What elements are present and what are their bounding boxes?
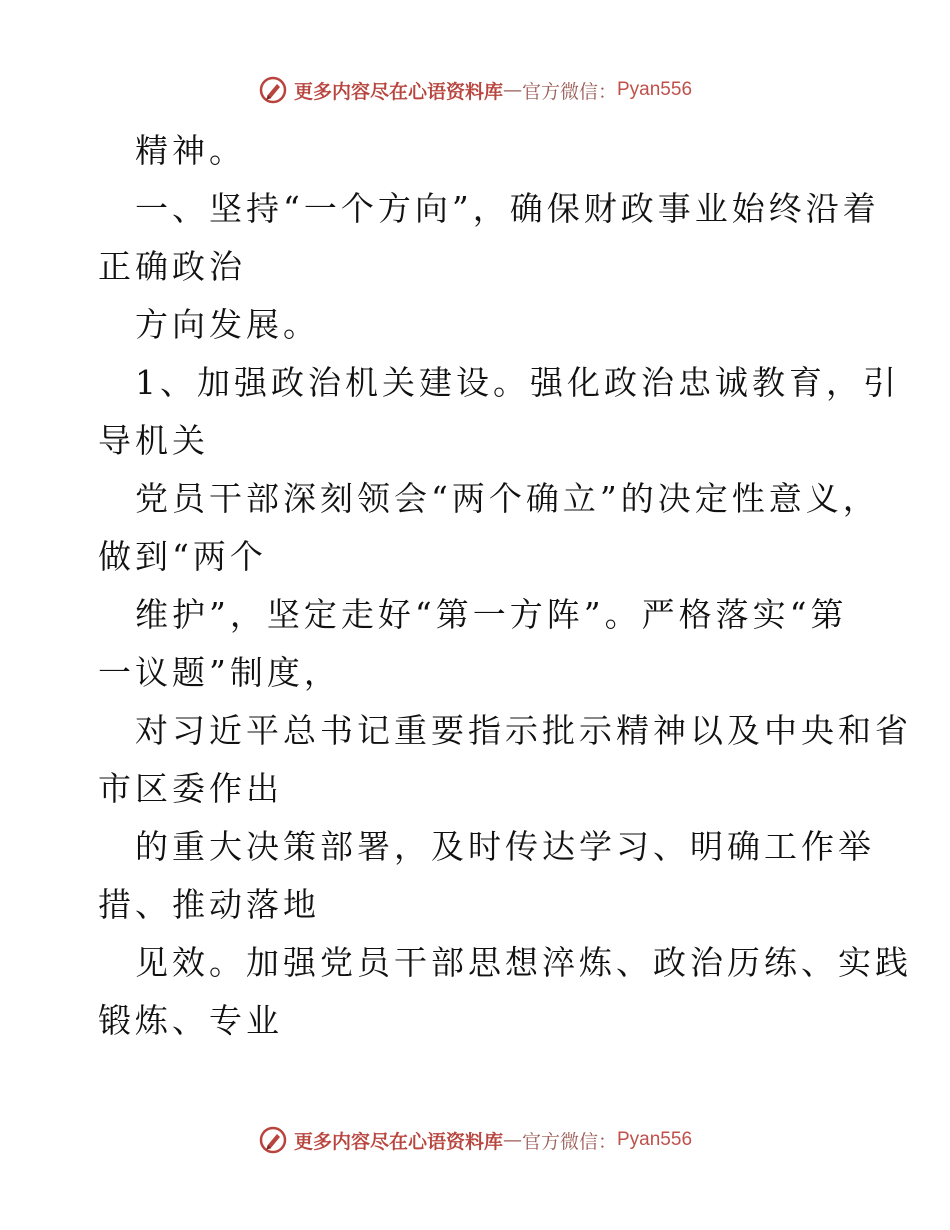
watermark-wechat-label: 官方微信： [521,1130,617,1153]
body-line: 市区委作出 [98,769,283,808]
pen-logo-icon [258,75,288,105]
watermark-main-text: 更多内容尽在心语资料库 [293,1130,503,1153]
watermark-main-text: 更多内容尽在心语资料库 [293,80,503,103]
body-line: 锻炼、专业 [98,1001,283,1040]
watermark-dash: — [502,1129,522,1151]
body-line: 维护”，坚定走好“第一方阵”。严格落实“第 [135,595,848,634]
body-line: 一、坚持“一个方向”，确保财政事业始终沿着 [135,189,880,228]
document-body [98,122,912,1050]
watermark-wechat-id: Pyan556 [617,1129,693,1150]
watermark-wechat-label: 官方微信： [521,80,617,103]
body-line: 一议题”制度， [98,653,341,692]
body-line: 的重大决策部署，及时传达学习、明确工作举 [135,827,875,866]
body-line: 正确政治 [98,247,246,286]
body-line: 1、加强政治机关建设。强化政治忠诚教育，引 [135,363,900,402]
body-line: 措、推动落地 [98,885,320,924]
watermark-wechat-id: Pyan556 [617,79,693,100]
watermark-dash: — [502,79,522,101]
body-line: 对习近平总书记重要指示批示精神以及中央和省 [135,711,912,750]
body-line: 导机关 [98,421,209,460]
body-line: 精神。 [135,131,246,170]
footer-watermark [0,1120,950,1160]
body-line: 方向发展。 [135,305,320,344]
header-watermark [0,70,950,110]
body-line: 做到“两个 [98,537,267,576]
body-line: 见效。加强党员干部思想淬炼、政治历练、实践 [135,943,912,982]
pen-logo-icon [258,1125,288,1155]
body-line: 党员干部深刻领会“两个确立”的决定性意义， [135,479,880,518]
